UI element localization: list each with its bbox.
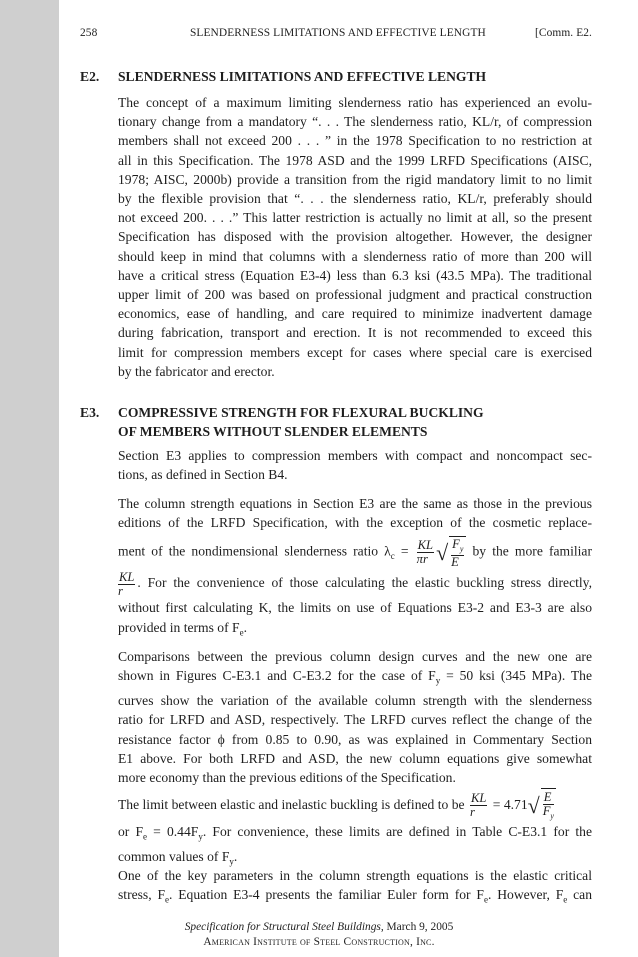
p2-line-6 bbox=[118, 618, 592, 643]
p3-line-1: Comparisons between the previous column design curves and the new one are bbox=[118, 649, 592, 664]
p5-line-1: One of the key parameters in the column strength equations is the elastic critical bbox=[118, 868, 592, 883]
page-gutter bbox=[0, 0, 59, 957]
p5-line-2 bbox=[118, 885, 592, 910]
e2-line-8: Specification has disposed with the provision altogether. However, the designer bbox=[118, 229, 592, 245]
e3-p1-line-2: tions, as defined in Section B4. bbox=[118, 467, 288, 483]
fy-symbol: F bbox=[452, 536, 460, 551]
fe-subscript: e bbox=[563, 894, 568, 905]
kl-over-r-fraction bbox=[470, 792, 487, 819]
p5-line-2-d: can bbox=[567, 887, 593, 903]
fe-subscript: e bbox=[143, 831, 148, 842]
p5-line-2-b: . Equation E3-4 presents the familiar Euler form for F bbox=[169, 887, 484, 903]
fy-subscript: y bbox=[459, 544, 464, 554]
p4-line-2-a: or F bbox=[118, 824, 144, 839]
e2-line-9: should keep in mind that columns with a slenderness ratio of more than 200 will bbox=[118, 248, 592, 264]
fy-subscript: y bbox=[229, 856, 234, 867]
fe-subscript: e bbox=[239, 627, 244, 638]
p4-line-1-text: The limit between elastic and inelastic buckling is defined to be bbox=[118, 797, 465, 812]
e2-line-1: The concept of a maximum limiting slenderness ratio has experienced an evolu- bbox=[118, 95, 592, 110]
footer-date: March 9, 2005 bbox=[383, 921, 454, 933]
kl-over-pir-fraction bbox=[417, 539, 434, 566]
section-e3-title-line2: OF MEMBERS WITHOUT SLENDER ELEMENTS bbox=[118, 424, 428, 439]
e2-line-14: limit for compression members except for cases where special care is exercised bbox=[118, 344, 592, 360]
sqrt-fy-over-e bbox=[449, 536, 466, 569]
e2-line-12: economics, ease of handling, and care required to minimize inadvertent damage bbox=[118, 306, 592, 322]
p3-line-2 bbox=[118, 666, 592, 691]
p3-line-7: more economy than the previous editions of the Specification. bbox=[118, 769, 456, 785]
p4-line-1 bbox=[118, 788, 592, 822]
e-over-fy-fraction bbox=[543, 791, 554, 823]
p2-line-2: editions of the LRFD Specification, with the exception of the cosmetic replace- bbox=[118, 515, 592, 531]
p2-line-3-text: ment of the nondimensional slenderness ratio λ bbox=[118, 543, 391, 559]
fy-over-e-fraction bbox=[451, 538, 464, 570]
section-reference: [Comm. E2. bbox=[535, 27, 593, 39]
section-e3-paragraph-3 bbox=[118, 647, 592, 787]
section-e3-paragraph-4 bbox=[118, 788, 592, 872]
e2-line-7: not exceed 200. . . .” This latter restriction is actually no limit at all, so the present bbox=[118, 210, 592, 226]
footer-line-1 bbox=[0, 921, 638, 933]
fy-symbol: F bbox=[542, 804, 551, 819]
p4-line-2-c: . For convenience, these limits are defined in Table C-E3.1 for the bbox=[202, 824, 592, 839]
equals-sign: = bbox=[394, 543, 415, 559]
p3-line-6: E1 above. For both LRFD and ASD, the new column equations give somewhat bbox=[118, 750, 592, 766]
p3-line-3: curves show the variation of the available column strength with the slenderness bbox=[118, 693, 592, 709]
fe-subscript: e bbox=[483, 894, 488, 905]
running-title: SLENDERNESS LIMITATIONS AND EFFECTIVE LENGTH bbox=[190, 27, 486, 39]
fy-subscript: y bbox=[435, 675, 441, 686]
e2-line-5: 1978; AISC, 2000b) provide a transition from the rigid mandatory limit to no limit bbox=[118, 171, 592, 187]
e-symbol: E bbox=[543, 791, 554, 805]
p4-line-2 bbox=[118, 822, 592, 847]
footer-spec-title: Specification for Structural Steel Buildings, bbox=[184, 921, 384, 933]
p4-line-2-b: = 0.44F bbox=[147, 824, 199, 839]
fraction-denominator: πr bbox=[416, 552, 428, 567]
fraction-numerator: KL bbox=[417, 538, 434, 553]
p5-line-2-a: stress, F bbox=[118, 887, 166, 903]
section-e3-paragraph-1 bbox=[118, 446, 592, 484]
fy-subscript: y bbox=[198, 831, 203, 842]
r-denominator: r bbox=[469, 805, 475, 820]
p4-line-3-a: common values of F bbox=[118, 848, 230, 864]
e2-line-11: upper limit of 200 was based on professional judgment and practical construction bbox=[118, 287, 592, 303]
section-e2-body bbox=[118, 93, 592, 381]
fy-subscript: y bbox=[550, 812, 554, 821]
limit-coefficient: = 4.71 bbox=[489, 797, 528, 812]
p2-line-3-tail: by the more familiar bbox=[466, 543, 592, 559]
p4-line-3-b: . bbox=[233, 848, 238, 864]
sqrt-e-over-fy bbox=[541, 788, 556, 823]
e3-p1-line-1: Section E3 applies to compression members with compact and noncompact sec- bbox=[118, 448, 592, 463]
e2-line-13: during fabrication, transport and erection. It is not recommended to exceed this bbox=[118, 325, 592, 341]
p3-line-4: ratio for LRFD and ASD, respectively. The LRFD curves reflect the change of the bbox=[118, 712, 592, 728]
section-e3-paragraph-2 bbox=[118, 494, 592, 643]
p3-line-2-tail: = 50 ksi (345 MPa). The bbox=[440, 668, 592, 684]
p2-line-5: without first calculating K, the limits on use of Equations E3-2 and E3-3 are also bbox=[118, 600, 592, 616]
p2-line-4 bbox=[118, 568, 592, 598]
p2-line-6-end: . bbox=[243, 619, 247, 635]
section-e2-title: SLENDERNESS LIMITATIONS AND EFFECTIVE LENGTH bbox=[118, 69, 487, 84]
e2-line-4: all in this Specification. The 1978 ASD and the 1999 LRFD Specifications (AISC, bbox=[118, 152, 592, 168]
section-e3-number: E3. bbox=[80, 405, 100, 420]
e2-line-6: by the flexible provision that “. . . the slenderness ratio, KL/r, preferably should bbox=[118, 191, 592, 207]
lambda-subscript: c bbox=[390, 551, 395, 562]
fe-subscript: e bbox=[165, 894, 170, 905]
p2-line-1: The column strength equations in Section E3 are the same as those in the previous bbox=[118, 496, 592, 511]
p3-line-5: resistance factor ϕ from 0.85 to 0.90, as was explained in Commentary Section bbox=[118, 731, 592, 747]
section-e2-number: E2. bbox=[80, 69, 100, 84]
p5-line-2-c: . However, F bbox=[487, 887, 564, 903]
p2-line-6-text: provided in terms of F bbox=[118, 619, 240, 635]
kl-over-r-fraction bbox=[118, 571, 135, 598]
e2-line-3: members shall not exceed 200 . . . ” in the 1978 Specification to no restriction at bbox=[118, 133, 592, 149]
e2-line-15: by the fabricator and erector. bbox=[118, 363, 275, 379]
section-e3-paragraph-5 bbox=[118, 866, 592, 910]
kl-numerator: KL bbox=[470, 791, 487, 806]
r-denominator: r bbox=[118, 583, 123, 598]
p3-line-2-text: shown in Figures C-E3.1 and C-E3.2 for the case of F bbox=[118, 668, 436, 684]
p2-line-4-text: . For the convenience of those calculating the elastic buckling stress directly, bbox=[137, 575, 592, 591]
section-e3-title-line1: COMPRESSIVE STRENGTH FOR FLEXURAL BUCKLING bbox=[118, 405, 484, 420]
page-number: 258 bbox=[80, 27, 98, 39]
e2-line-2: tionary change from a mandatory “. . . The slenderness ratio, KL/r, of compression bbox=[118, 114, 592, 130]
e2-line-10: have a critical stress (Equation E3-4) less than 6.3 ksi (43.5 MPa). The traditional bbox=[118, 267, 592, 283]
p2-line-3 bbox=[118, 536, 592, 570]
e-symbol: E bbox=[451, 555, 459, 570]
kl-numerator: KL bbox=[119, 569, 135, 584]
footer-publisher: American Institute of Steel Construction, Inc. bbox=[203, 936, 435, 948]
radical-sign-icon: √ bbox=[527, 792, 540, 818]
radical-sign-icon: √ bbox=[436, 539, 449, 565]
